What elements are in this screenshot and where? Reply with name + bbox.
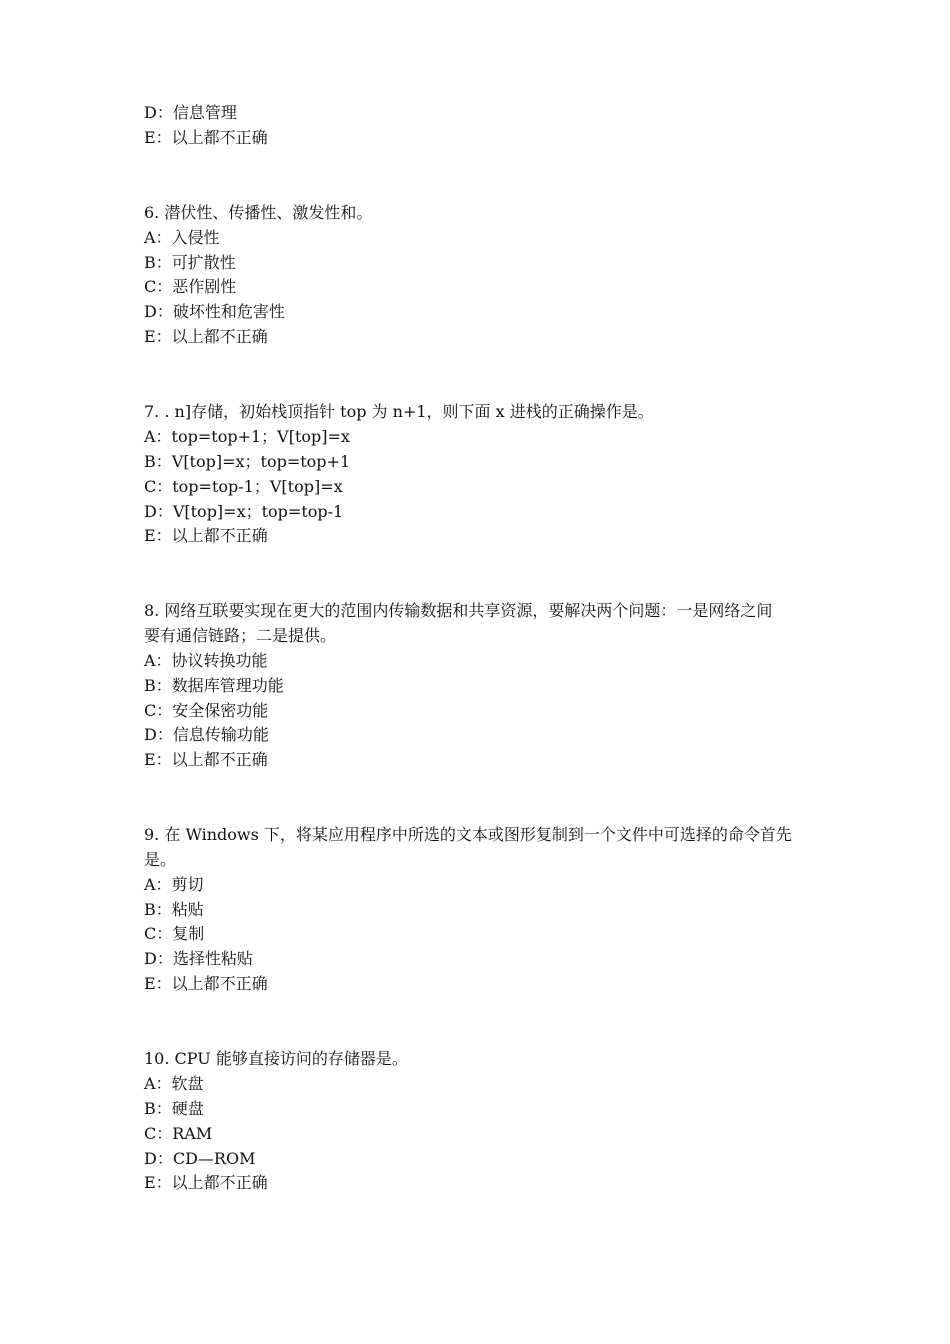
question-8: 8. 网络互联要实现在更大的范围内传输数据和共享资源，要解决两个问题：一是网络之间 (144, 601, 773, 620)
option-a-q8: A：协议转换功能 (144, 651, 268, 670)
option-d-q8: D：信息传输功能 (144, 725, 269, 744)
option-e-q5: E：以上都不正确 (144, 128, 268, 147)
option-a-q6: A：入侵性 (144, 228, 220, 247)
option-e-q6: E：以上都不正确 (144, 327, 268, 346)
option-d-q9: D：选择性粘贴 (144, 949, 253, 968)
option-d-q10: D：CD—ROM (144, 1149, 256, 1168)
option-b-q6: B：可扩散性 (144, 253, 236, 272)
question-8-cont: 要有通信链路；二是提供。 (144, 626, 337, 645)
option-b-q7: B：V[top]=x；top=top+1 (144, 452, 351, 471)
option-c-q7: C：top=top-1；V[top]=x (144, 477, 343, 496)
option-a-q7: A：top=top+1；V[top]=x (144, 427, 350, 446)
option-b-q9: B：粘贴 (144, 900, 204, 919)
option-b-q8: B：数据库管理功能 (144, 676, 284, 695)
option-c-q8: C：安全保密功能 (144, 701, 269, 720)
question-7: 7. . n]存储，初始栈顶指针 top 为 n+1，则下面 x 进栈的正确操作是。 (144, 402, 654, 421)
question-6: 6. 潜伏性、传播性、激发性和。 (144, 203, 373, 222)
option-c-q9: C：复制 (144, 924, 205, 943)
question-9-cont: 是。 (144, 850, 177, 869)
option-e-q7: E：以上都不正确 (144, 526, 268, 545)
option-d-q6: D：破坏性和危害性 (144, 302, 285, 321)
option-c-q10: C：RAM (144, 1124, 213, 1143)
option-c-q6: C：恶作剧性 (144, 277, 237, 296)
option-e-q9: E：以上都不正确 (144, 974, 268, 993)
option-b-q10: B：硬盘 (144, 1099, 204, 1118)
question-10: 10. CPU 能够直接访问的存储器是。 (144, 1049, 408, 1068)
option-a-q10: A：软盘 (144, 1074, 204, 1093)
question-9: 9. 在 Windows 下，将某应用程序中所选的文本或图形复制到一个文件中可选择的命令首先 (144, 825, 792, 844)
option-e-q10: E：以上都不正确 (144, 1173, 268, 1192)
option-d-q7: D：V[top]=x；top=top-1 (144, 502, 344, 521)
option-e-q8: E：以上都不正确 (144, 750, 268, 769)
option-d-q5: D：信息管理 (144, 103, 237, 122)
option-a-q9: A：剪切 (144, 875, 204, 894)
